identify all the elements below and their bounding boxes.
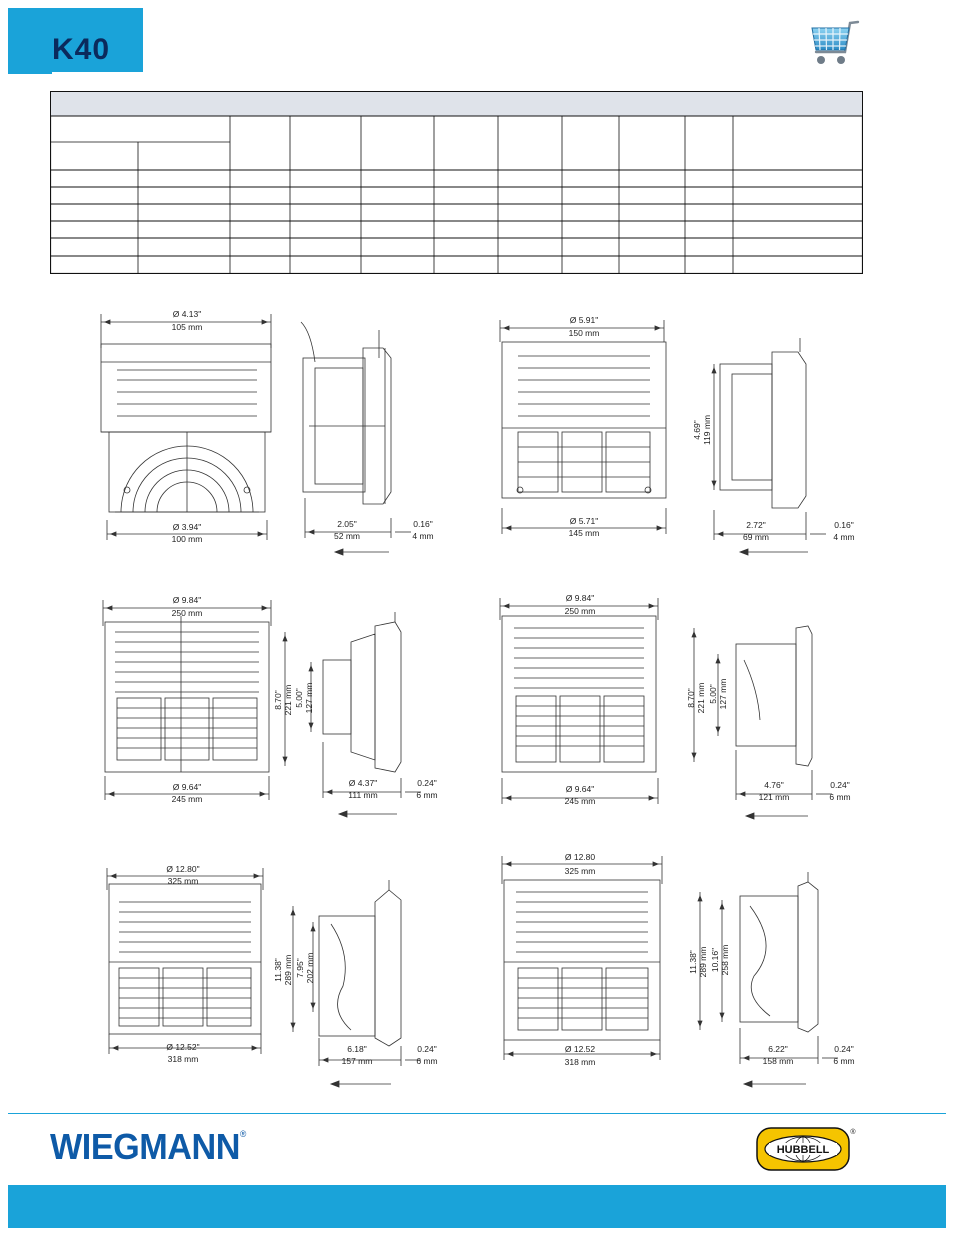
diagram-1-depth-in: 2.05" [337, 519, 357, 529]
diagram-2-depth-in: 2.72" [746, 520, 766, 530]
diagram-5-bottom-dim-in: Ø 12.52" [166, 1042, 200, 1052]
diagram-6-inner-in: 10.16" [710, 947, 720, 973]
diagram-2-flange-mm: 4 mm [833, 532, 855, 542]
diagram-5-inner-mm: 202 mm [305, 952, 315, 984]
section-code: K40 [52, 33, 111, 66]
diagram-3-top-dim-in: Ø 9.84" [172, 595, 202, 605]
diagram-2-top-dim-mm: 150 mm [568, 328, 600, 338]
wiegmann-logo[interactable] [50, 1126, 246, 1168]
wiegmann-registered-mark: ® [239, 1129, 246, 1139]
diagram-3-bottom-dim-in: Ø 9.64" [172, 782, 202, 792]
diagram-4-flange-mm: 6 mm [829, 792, 851, 802]
diagram-6 [488, 852, 868, 1098]
diagram-3-top-dim-mm: 250 mm [171, 608, 203, 618]
diagram-3 [95, 592, 445, 830]
shopping-cart-icon[interactable] [806, 16, 864, 68]
diagram-2-bottom-dim-mm: 145 mm [568, 528, 600, 538]
diagram-1-flange-in: 0.16" [413, 519, 433, 529]
diagram-2-height-mm: 119 mm [702, 414, 712, 446]
diagram-4-flange-in: 0.24" [830, 780, 850, 790]
diagram-5-depth-mm: 157 mm [341, 1056, 373, 1066]
diagram-4-top-dim-mm: 250 mm [564, 606, 596, 616]
diagram-1-flange-mm: 4 mm [412, 531, 434, 541]
diagram-6-bottom-dim-mm: 318 mm [564, 1057, 596, 1067]
diagram-3-depth-mm: 111 mm [348, 790, 378, 800]
diagram-6-height-in: 11.38" [688, 950, 698, 974]
diagram-3-depth-in: Ø 4.37" [348, 778, 378, 788]
footer-bar [8, 1185, 946, 1228]
diagram-1-bottom-dim-mm: 100 mm [171, 534, 203, 544]
diagram-2-flange-in: 0.16" [834, 520, 854, 530]
diagram-3-inner-in: 5.00" [294, 688, 304, 708]
diagram-1-top-dim-mm: 105 mm [171, 322, 203, 332]
diagram-5-flange-in: 0.24" [417, 1044, 437, 1054]
diagram-5-inner-in: 7.95" [295, 958, 305, 978]
diagram-4-bottom-dim-mm: 245 mm [564, 796, 596, 806]
diagram-2-bottom-dim-in: Ø 5.71" [569, 516, 599, 526]
diagram-2-depth-mm: 69 mm [743, 532, 769, 542]
diagram-1-depth-mm: 52 mm [334, 531, 360, 541]
diagram-2-top-dim-in: Ø 5.91" [569, 315, 599, 325]
diagram-3-inner-mm: 127 mm [304, 682, 314, 714]
diagram-3-height-in: 8.70" [273, 690, 283, 710]
diagram-4-height-mm: 221 mm [696, 682, 706, 714]
diagram-6-flange-in: 0.24" [834, 1044, 854, 1054]
diagram-5 [95, 862, 445, 1098]
diagram-4-bottom-dim-in: Ø 9.64" [565, 784, 595, 794]
diagram-6-bottom-dim-in: Ø 12.52 [564, 1044, 596, 1054]
diagram-6-depth-in: 6.22" [768, 1044, 788, 1054]
diagram-4 [488, 590, 868, 830]
diagram-4-inner-mm: 127 mm [718, 678, 728, 710]
diagram-5-height-in: 11.38" [273, 958, 283, 982]
diagram-5-top-dim-mm: 325 mm [167, 876, 199, 886]
diagram-4-depth-mm: 121 mm [758, 792, 790, 802]
diagram-6-top-dim-in: Ø 12.80 [564, 852, 596, 862]
diagram-2 [488, 312, 868, 570]
diagram-6-depth-mm: 158 mm [762, 1056, 794, 1066]
diagram-6-flange-mm: 6 mm [833, 1056, 855, 1066]
diagram-4-depth-in: 4.76" [764, 780, 784, 790]
hubbell-logo[interactable] [755, 1125, 857, 1173]
diagram-2-height-in: 4.69" [692, 420, 702, 440]
diagram-5-flange-mm: 6 mm [416, 1056, 438, 1066]
diagram-4-height-in: 8.70" [686, 688, 696, 708]
diagram-3-height-mm: 221 mm [283, 684, 293, 716]
diagram-5-top-dim-in: Ø 12.80" [166, 864, 200, 874]
diagram-3-flange-mm: 6 mm [416, 790, 438, 800]
spec-table [50, 91, 863, 274]
diagram-4-top-dim-in: Ø 9.84" [565, 593, 595, 603]
diagram-6-top-dim-mm: 325 mm [564, 866, 596, 876]
diagram-4-inner-in: 5.00" [708, 684, 718, 704]
wiegmann-wordmark: WIEGMANN [50, 1126, 240, 1167]
diagram-6-height-mm: 289 mm [698, 946, 708, 978]
footer-divider [8, 1113, 946, 1114]
hubbell-registered-mark: ® [850, 1129, 856, 1136]
diagram-5-height-mm: 289 mm [283, 954, 293, 986]
diagram-5-bottom-dim-mm: 318 mm [167, 1054, 199, 1064]
diagram-3-flange-in: 0.24" [417, 778, 437, 788]
diagram-1-top-dim-in: Ø 4.13" [172, 309, 202, 319]
diagram-3-bottom-dim-mm: 245 mm [171, 794, 203, 804]
hubbell-wordmark: HUBBELL [776, 1144, 830, 1156]
diagram-1-bottom-dim-in: Ø 3.94" [172, 522, 202, 532]
diagram-5-depth-in: 6.18" [347, 1044, 367, 1054]
diagram-6-inner-mm: 258 mm [720, 944, 730, 976]
diagram-1 [95, 308, 445, 570]
